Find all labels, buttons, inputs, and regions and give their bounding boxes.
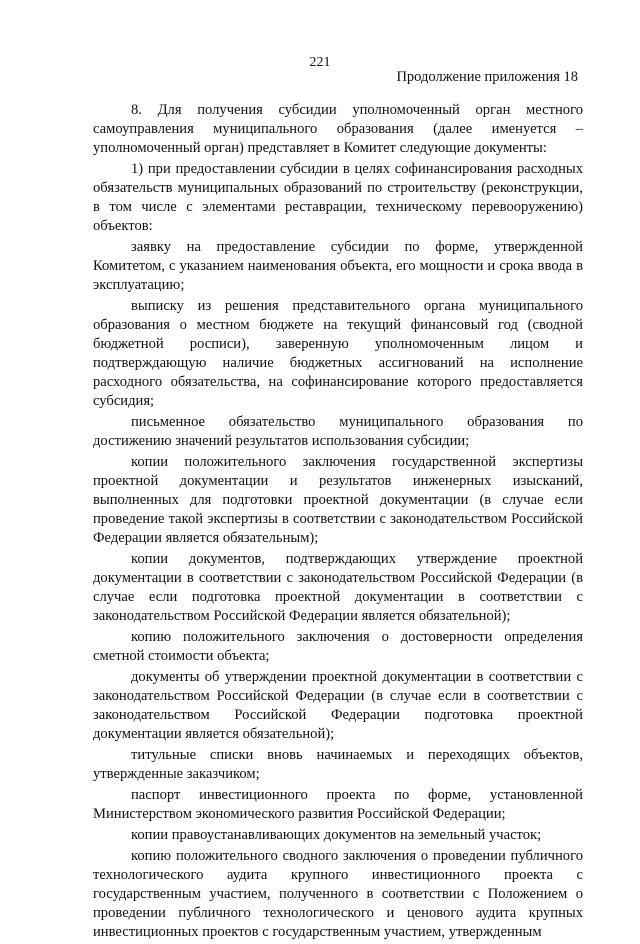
paragraph-investment-passport: паспорт инвестиционного проекта по форме, установленной Министерством экономического развития Российской Федерации; — [93, 787, 583, 822]
paragraph-written-obligation: письменное обязательство муниципального образования по достижению значений результатов использования субсидии; — [93, 414, 583, 449]
paragraph-technology-audit: копию положительного сводного заключения о проведении публичного технологического аудита крупного инвестиционного проекта с государственным участием, полученного в соответствии с Положением о проведении публичного технологического и ценового аудита крупных инвестиционных проектов с государственным участием, утвержденным — [93, 848, 583, 940]
paragraph-subitem-1: 1) при предоставлении субсидии в целях софинансирования расходных обязательств муниципальных образований по строительству (реконструкции, в том числе с элементами реставрации, техническому перевооружению) объектов: — [93, 161, 583, 234]
paragraph-approval-documents: документы об утверждении проектной документации в соответствии с законодательством Российской Федерации (в случае если в соответствии с законодательством Российской Федерации подготовка проектной документации является обязательной); — [93, 669, 583, 742]
paragraph-item-8: 8. Для получения субсидии уполномоченный орган местного самоуправления муниципального образования (далее именуется – уполномоченный орган) представляет в Комитет следующие документы: — [93, 102, 583, 156]
document-body — [93, 101, 583, 944]
paragraph-project-approval-copies: копии документов, подтверждающих утверждение проектной документации в соответствии с законодательством Российской Федерации (в случае если подготовка проектной документации в соответствии с законодательством Российской Федерации является обязательной); — [93, 551, 583, 624]
paragraph-title-lists: титульные списки вновь начинаемых и переходящих объектов, утвержденные заказчиком; — [93, 747, 583, 782]
paragraph-land-documents: копии правоустанавливающих документов на земельный участок; — [131, 827, 542, 843]
paragraph-state-expertise: копии положительного заключения государственной экспертизы проектной документации и результатов инженерных изысканий, выполненных для подготовки проектной документации (в случае если проведение такой экспертизы в соответствии с законодательством Российской Федерации является обязательным); — [93, 454, 583, 546]
paragraph-budget-extract: выписку из решения представительного органа муниципального образования о местном бюджете на текущий финансовый год (сводной бюджетной росписи), заверенную уполномоченным лицом и подтверждающую наличие бюджетных ассигнований на исполнение расходного обязательства, на софинансирование которого предоставляется субсидия; — [93, 298, 583, 409]
page-number: 221 — [309, 55, 331, 70]
appendix-continuation-note: Продолжение приложения 18 — [396, 69, 578, 85]
paragraph-cost-reliability: копию положительного заключения о достоверности определения сметной стоимости объекта; — [93, 629, 583, 664]
paragraph-application: заявку на предоставление субсидии по форме, утвержденной Комитетом, с указанием наименования объекта, его мощности и срока ввода в эксплуатацию; — [93, 239, 583, 293]
